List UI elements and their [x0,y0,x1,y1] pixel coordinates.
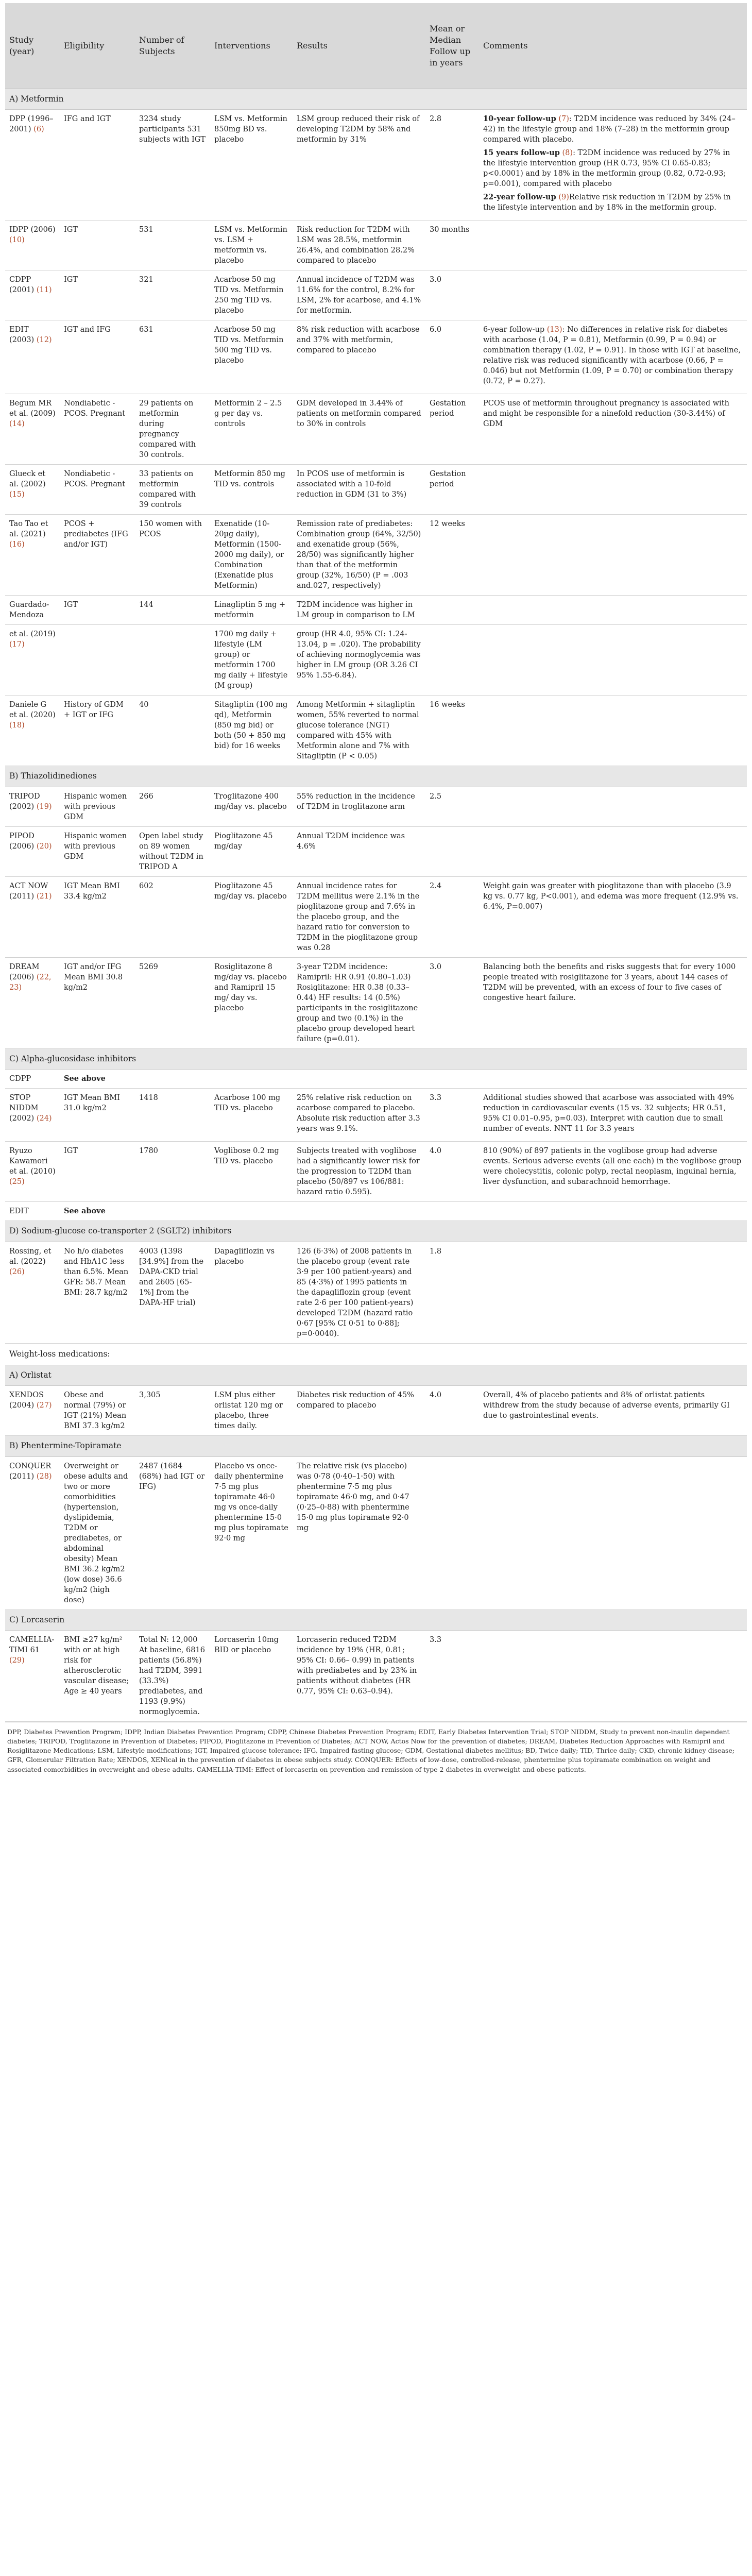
cell-comments [479,1202,747,1221]
cell-interventions: LSM vs. Metformin vs. LSM + metformin vs. placebo [210,221,293,270]
study-name: et al. (2019) [9,630,56,639]
table-row [5,696,747,766]
cell-comments [479,110,747,221]
study-reference: (24) [36,1114,52,1123]
cell-followup: 3.3 [425,1089,479,1142]
cell-comments [479,826,747,876]
cell-study [5,465,60,515]
comment-text: PCOS use of metformin throughout pregnancy is associated with and might be responsible for a ninefold reduction (30-3.44%) of GDM [483,399,729,429]
study-name: Daniele G et al. (2020) [9,701,56,720]
comment-text: Balancing both the benefits and risks suggests that for every 1000 people treated with rosiglitazone for 3 years, about 144 cases of T2DM will be prevented, with an excess of four to five cases of congestive heart failure. [483,962,736,1002]
cell-study [5,1089,60,1142]
study-name: STOP NIDDM (2002) [9,1094,39,1123]
table-row [5,110,747,221]
cell-results: Among Metformin + sitagliptin women, 55% reverted to normal glucose tolerance (NGT) compared with 45% with Metformin alone and 7% with Sitagliptin (P < 0.05) [293,696,425,766]
cell-interventions: Acarbose 50 mg TID vs. Metformin 500 mg TID vs. placebo [210,320,293,394]
study-reference: (19) [36,802,52,811]
cell-eligibility: IFG and IGT [60,110,135,221]
cell-followup: Gestation period [425,394,479,465]
table-row [5,826,747,876]
study-name: CDPP (2001) [9,276,35,295]
study-reference: (20) [36,842,52,851]
cell-study [5,787,60,826]
cell-eligibility [60,625,135,696]
cell-study [5,270,60,320]
cell-eligibility: IGT Mean BMI 31.0 kg/m2 [60,1089,135,1142]
table-row [5,596,747,625]
cell-interventions: 1700 mg daily + lifestyle (LM group) or metformin 1700 mg daily + lifestyle (M group) [210,625,293,696]
cell-interventions: LSM vs. Metformin 850mg BD vs. placebo [210,110,293,221]
cell-results: 55% reduction in the incidence of T2DM in troglitazone arm [293,787,425,826]
study-reference: (29) [9,1656,25,1665]
cell-followup [425,1202,479,1221]
cell-results: T2DM incidence was higher in LM group in comparison to LM [293,596,425,625]
cell-subjects: 1418 [135,1089,210,1142]
study-reference: (6) [33,125,44,134]
comment-reference: (8) [562,149,573,158]
cell-subjects: 2487 (1684 (68%) had IGT or IFG) [135,1456,210,1609]
header-interventions: Interventions [210,3,293,89]
cell-subjects: Total N: 12,000 At baseline, 6816 patients (56.8%) had T2DM, 3991 (33.3%) prediabetes, and 1193 (9.9%) normoglycemia. [135,1631,210,1722]
cell-subjects: 5269 [135,957,210,1048]
cell-comments [479,1386,747,1436]
cell-interventions: Rosiglitazone 8 mg/day vs. placebo and Ramipril 15 mg/ day vs. placebo [210,957,293,1048]
cell-comments [479,465,747,515]
cell-subjects [135,1070,210,1089]
cell-eligibility: IGT and/or IFG Mean BMI 30.8 kg/m2 [60,957,135,1048]
cell-followup [425,826,479,876]
cell-eligibility: IGT [60,270,135,320]
cell-followup [425,1456,479,1609]
cell-comments [479,696,747,766]
cell-study [5,110,60,221]
comment-paragraph [483,1146,743,1187]
cell-study [5,1242,60,1343]
comment-reference: (7) [558,115,569,124]
comment-paragraph [483,962,743,1003]
comment-text: Weight gain was greater with pioglitazone than with placebo (3.9 kg vs. 0.77 kg, P<0.001), and edema was more frequent (12.9% vs. 6.4%, P=0.007) [483,882,739,911]
cell-subjects: 321 [135,270,210,320]
table-row [5,876,747,957]
cell-subjects: 266 [135,787,210,826]
table-row [5,515,747,596]
section-row [5,766,747,787]
cell-results: Subjects treated with voglibose had a significantly lower risk for the progression to T2DM than placebo (50/897 vs 106/881: hazard ratio 0.595). [293,1142,425,1202]
cell-comments [479,1242,747,1343]
cell-comments [479,1142,747,1202]
cell-results [293,1070,425,1089]
comment-reference: (13) [546,326,562,334]
cell-results: group (HR 4.0, 95% CI: 1.24-13.04, p = .020). The probability of achieving normoglycemia was higher in LM group (OR 3.26 CI 95% 1.55-6.84). [293,625,425,696]
cell-eligibility: Hispanic women with previous GDM [60,787,135,826]
cell-study [5,394,60,465]
cell-followup: 12 weeks [425,515,479,596]
cell-followup [425,596,479,625]
trials-table [5,3,747,1722]
cell-comments [479,515,747,596]
cell-results: Annual T2DM incidence was 4.6% [293,826,425,876]
cell-subjects: 3,305 [135,1386,210,1436]
cell-followup: 1.8 [425,1242,479,1343]
cell-followup: 16 weeks [425,696,479,766]
cell-followup [425,625,479,696]
comment-text: 6-year follow-up [483,326,545,334]
cell-study [5,1202,60,1221]
cell-eligibility: Nondiabetic - PCOS. Pregnant [60,465,135,515]
table-row [5,1456,747,1609]
study-reference: (12) [36,336,52,345]
cell-followup: 6.0 [425,320,479,394]
cell-subjects: 150 women with PCOS [135,515,210,596]
cell-interventions [210,1202,293,1221]
table-row [5,270,747,320]
cell-subjects: 4003 (1398 [34.9%] from the DAPA-CKD trial and 2605 [65-1%] from the DAPA-HF trial) [135,1242,210,1343]
comment-heading: 15 years follow-up [483,148,560,158]
header-comments: Comments [479,3,747,89]
cell-comments [479,625,747,696]
cell-results: The relative risk (vs placebo) was 0·78 (0·40–1·50) with phentermine 7·5 mg plus topiramate 46·0 mg, and 0·47 (0·25–0·88) with phentermine 15·0 mg plus topiramate 92·0 mg [293,1456,425,1609]
study-reference: (18) [9,721,25,730]
comment-paragraph [483,1093,743,1134]
cell-subjects: 1780 [135,1142,210,1202]
table-row [5,1089,747,1142]
cell-eligibility: IGT and IFG [60,320,135,394]
cell-results: Lorcaserin reduced T2DM incidence by 19% (HR, 0.81; 95% CI: 0.66– 0.99) in patients with prediabetes and by 23% in patients without diabetes (HR 0.77, 95% CI: 0.63–0.94). [293,1631,425,1722]
cell-study [5,596,60,625]
cell-comments [479,1070,747,1089]
comment-paragraph [483,192,743,213]
comment-paragraph [483,114,743,145]
study-name: Ryuzo Kawamori et al. (2010) [9,1147,56,1176]
table-footnote: DPP, Diabetes Prevention Program; IDPP, Indian Diabetes Prevention Program; CDPP, Chinese Diabetes Prevention Program; EDIT, Early Diabetes Intervention Trial; STOP NIDDM, Study to prevent non-insulin dependent diabetes; TRIPOD, Troglitazone in Prevention of Diabetes; PIPOD, Pioglitazone in Prevention of Diabetes; ACT NOW, Actos Now for the prevention of diabetes; DREAM, Diabetes Reduction Approaches with Ramipril and Rosiglitazone Medications; LSM, Lifestyle modifications; IGT, Impaired glucose tolerance; IFG, Impaired fasting glucose; GDM, Gestational diabetes mellitus; BD, Twice daily; TID, Thrice daily; CKD, chronic kidney disease; GFR, Glomerular Filtration Rate; XENDOS, XENical in the prevention of diabetes in obese subjects study. CONQUER: Effects of low-dose, controlled-release, phentermine plus topiramate combination on weight and associated comorbidities in overweight and obese adults. CAMELLIA-TIMI: Effect of lorcaserin on prevention and remission of type 2 diabetes in overweight and obese patients. [5,1722,747,1774]
cell-eligibility: Nondiabetic - PCOS. Pregnant [60,394,135,465]
cell-comments [479,596,747,625]
comment-text: 810 (90%) of 897 patients in the voglibose group had adverse events. Serious adverse events (all one each) in the voglibose group were cholecystitis, colonic polyp, rectal neoplasm, inguinal hernia, liver dysfunction, and subarachnoid hemorrhage. [483,1147,742,1187]
comment-text: : T2DM incidence was reduced by 27% in the lifestyle intervention group (HR 0.73, 95% CI 0.65-0.83; p<0.0001) and by 18% in the metformin group (0.82, 0.72-0.93; p=0.001), compared with placebo [483,149,730,189]
comment-heading: 22-year follow-up [483,193,556,202]
cell-study [5,876,60,957]
cell-interventions: Metformin 2 – 2.5 g per day vs. controls [210,394,293,465]
study-name: Guardado-Mendoza [9,601,49,620]
study-name: CDPP [9,1075,31,1083]
section-label: C) Alpha-glucosidase inhibitors [5,1048,747,1069]
table-row [5,787,747,826]
cell-comments [479,957,747,1048]
cell-interventions: Acarbose 50 mg TID vs. Metformin 250 mg TID vs. placebo [210,270,293,320]
cell-comments [479,221,747,270]
table-row [5,1242,747,1343]
cell-followup [425,1070,479,1089]
study-reference: (10) [9,236,25,245]
study-name: XENDOS (2004) [9,1391,44,1410]
section-label: B) Thiazolidinediones [5,766,747,787]
cell-results: In PCOS use of metformin is associated with a 10-fold reduction in GDM (31 to 3%) [293,465,425,515]
cell-interventions: Dapagliflozin vs placebo [210,1242,293,1343]
cell-eligibility: Obese and normal (79%) or IGT (21%) Mean BMI 37.3 kg/m2 [60,1386,135,1436]
table-row [5,1202,747,1221]
cell-interventions: Pioglitazone 45 mg/day vs. placebo [210,876,293,957]
cell-followup: 3.0 [425,957,479,1048]
cell-eligibility: See above [60,1070,135,1089]
cell-results: 126 (6·3%) of 2008 patients in the placebo group (event rate 3·9 per 100 patient-years) and 85 (4·3%) of 1995 patients in the dapagliflozin group (event rate 2·6 per 100 patient-years) developed T2DM (hazard ratio 0·67 [95% CI 0·51 to 0·88]; p=0·0040). [293,1242,425,1343]
cell-followup: 4.0 [425,1142,479,1202]
cell-subjects: 29 patients on metformin during pregnancy compared with 30 controls. [135,394,210,465]
cell-subjects: Open label study on 89 women without T2DM in TRIPOD A [135,826,210,876]
cell-followup: Gestation period [425,465,479,515]
cell-followup: 30 months [425,221,479,270]
section-label: Weight-loss medications: [5,1343,747,1365]
study-reference: (27) [36,1401,52,1410]
cell-eligibility: History of GDM + IGT or IFG [60,696,135,766]
comment-paragraph [483,398,743,429]
cell-eligibility: No h/o diabetes and HbA1C less than 6.5%. Mean GFR: 58.7 Mean BMI: 28.7 kg/m2 [60,1242,135,1343]
comment-reference: (9) [558,193,569,202]
comment-text: : T2DM incidence was reduced by 34% (24–42) in the lifestyle group and 18% (7–28) in the metformin group compared with placebo. [483,115,736,144]
table-header-row [5,3,747,89]
table-row [5,1142,747,1202]
cell-study [5,957,60,1048]
section-row [5,89,747,110]
table-row [5,465,747,515]
cell-interventions: Troglitazone 400 mg/day vs. placebo [210,787,293,826]
cell-study [5,1456,60,1609]
cell-results: 8% risk reduction with acarbose and 37% with metformin, compared to placebo [293,320,425,394]
comment-paragraph [483,148,743,189]
cell-study [5,1631,60,1722]
cell-subjects [135,625,210,696]
study-name: Rossing, et al. (2022) [9,1247,52,1266]
cell-eligibility: IGT [60,596,135,625]
cell-eligibility: Hispanic women with previous GDM [60,826,135,876]
study-name: Begum MR et al. (2009) [9,399,56,418]
comment-paragraph [483,1390,743,1421]
cell-interventions: Placebo vs once-daily phentermine 7·5 mg plus topiramate 46·0 mg vs once-daily phentermine 15·0 mg plus topiramate 92·0 mg [210,1456,293,1609]
cell-study [5,221,60,270]
cell-comments [479,270,747,320]
study-name: EDIT [9,1207,29,1216]
comment-text: Overall, 4% of placebo patients and 8% of orlistat patients withdrew from the study because of adverse events, primarily GI due to gastrointestinal events. [483,1391,730,1420]
cell-study [5,1386,60,1436]
study-name: Glueck et al. (2002) [9,470,46,489]
section-label: B) Phentermine-Topiramate [5,1436,747,1456]
study-name: IDPP (2006) [9,226,56,234]
cell-followup: 3.0 [425,270,479,320]
cell-study [5,515,60,596]
table-row [5,1070,747,1089]
cell-eligibility: PCOS + prediabetes (IFG and/or IGT) [60,515,135,596]
comment-heading: 10-year follow-up [483,114,556,124]
section-label: A) Metformin [5,89,747,110]
table-row [5,394,747,465]
cell-results: Diabetes risk reduction of 45% compared to placebo [293,1386,425,1436]
study-name: DREAM (2006) [9,962,40,981]
cell-interventions: Acarbose 100 mg TID vs. placebo [210,1089,293,1142]
header-eligibility: Eligibility [60,3,135,89]
cell-interventions: Pioglitazone 45 mg/day [210,826,293,876]
section-label: D) Sodium-glucose co-transporter 2 (SGLT2) inhibitors [5,1221,747,1242]
cell-subjects: 3234 study participants 531 subjects with IGT [135,110,210,221]
table-row [5,1631,747,1722]
cell-study [5,696,60,766]
cell-eligibility: BMI ≥27 kg/m² with or at high risk for atherosclerotic vascular disease; Age ≥ 40 years [60,1631,135,1722]
cell-comments [479,876,747,957]
section-label: A) Orlistat [5,1365,747,1385]
cell-followup: 2.8 [425,110,479,221]
cell-comments [479,1456,747,1609]
subheading-row [5,1343,747,1365]
section-row [5,1609,747,1630]
cell-results: 25% relative risk reduction on acarbose compared to placebo. Absolute risk reduction after 3.3 years was 9.1%. [293,1089,425,1142]
comment-text: Relative risk reduction in T2DM by 25% in the lifestyle intervention and by 18% in the metformin group. [483,193,731,212]
cell-results: Annual incidence of T2DM was 11.6% for the control, 8.2% for LSM, 2% for acarbose, and 4.1% for metformin. [293,270,425,320]
cell-study [5,320,60,394]
cell-comments [479,394,747,465]
cell-subjects: 531 [135,221,210,270]
cell-eligibility: Overweight or obese adults and two or more comorbidities (hypertension, dyslipidemia, T2DM or prediabetes, or abdominal obesity) Mean BMI 36.2 kg/m2 (low dose) 36.6 kg/m2 (high dose) [60,1456,135,1609]
study-reference: (17) [9,640,25,649]
study-reference: (22, 23) [9,973,52,992]
study-reference: (28) [36,1472,52,1481]
cell-interventions: Lorcaserin 10mg BID or placebo [210,1631,293,1722]
table-row [5,1386,747,1436]
study-reference: (26) [9,1267,25,1276]
header-followup: Mean or Median Follow up in years [425,3,479,89]
study-name: Tao Tao et al. (2021) [9,520,48,539]
study-reference: (25) [9,1178,25,1187]
cell-interventions: LSM plus either orlistat 120 mg or placebo, three times daily. [210,1386,293,1436]
section-row [5,1365,747,1385]
cell-eligibility: IGT [60,221,135,270]
cell-study [5,625,60,696]
header-results: Results [293,3,425,89]
study-reference: (11) [36,286,52,295]
comment-text: Additional studies showed that acarbose was associated with 49% reduction in cardiovascular events (15 vs. 32 subjects; HR 0.51, 95% CI 0.01–0.95, p=0.03). Interpret with caution due to small number of events. NNT 11 for 3.3 years [483,1094,734,1133]
study-name: PIPOD (2006) [9,832,35,851]
study-name: TRIPOD (2002) [9,792,40,811]
table-body [5,89,747,1722]
table-row [5,625,747,696]
cell-subjects: 631 [135,320,210,394]
study-reference: (15) [9,490,25,499]
cell-interventions [210,1070,293,1089]
cell-interventions: Linagliptin 5 mg + metformin [210,596,293,625]
cell-followup: 4.0 [425,1386,479,1436]
cell-followup: 3.3 [425,1631,479,1722]
cell-comments [479,787,747,826]
cell-comments [479,1089,747,1142]
comment-paragraph [483,325,743,386]
cell-study [5,1070,60,1089]
header-study: Study (year) [5,3,60,89]
cell-study [5,1142,60,1202]
study-reference: (21) [36,892,52,901]
cell-interventions: Metformin 850 mg TID vs. controls [210,465,293,515]
cell-interventions: Exenatide (10-20µg daily), Metformin (1500-2000 mg daily), or Combination (Exenatide plus Metformin) [210,515,293,596]
cell-results: LSM group reduced their risk of developing T2DM by 58% and metformin by 31% [293,110,425,221]
cell-followup: 2.5 [425,787,479,826]
cell-subjects: 144 [135,596,210,625]
section-row [5,1221,747,1242]
cell-results [293,1202,425,1221]
cell-eligibility: IGT [60,1142,135,1202]
cell-comments [479,320,747,394]
cell-subjects [135,1202,210,1221]
study-reference: (16) [9,540,25,549]
table-row [5,320,747,394]
cell-eligibility: See above [60,1202,135,1221]
cell-results: 3-year T2DM incidence: Ramipril: HR 0.91 (0.80–1.03) Rosiglitazone: HR 0.38 (0.33–0.44) HF results: 14 (0.5%) participants in the rosiglitazone group and two (0.1%) in the placebo group developed heart failure (p=0.01). [293,957,425,1048]
study-name: ACT NOW (2011) [9,882,48,901]
cell-results: Annual incidence rates for T2DM mellitus were 2.1% in the pioglitazone group and 7.6% in the placebo group, and the hazard ratio for conversion to T2DM in the pioglitazone group was 0.28 [293,876,425,957]
section-row [5,1048,747,1069]
cell-interventions: Voglibose 0.2 mg TID vs. placebo [210,1142,293,1202]
header-subjects: Number of Subjects [135,3,210,89]
cell-study [5,826,60,876]
cell-results: GDM developed in 3.44% of patients on metformin compared to 30% in controls [293,394,425,465]
cell-followup: 2.4 [425,876,479,957]
section-label: C) Lorcaserin [5,1609,747,1630]
comment-paragraph [483,881,743,912]
section-row [5,1436,747,1456]
cell-eligibility: IGT Mean BMI 33.4 kg/m2 [60,876,135,957]
cell-comments [479,1631,747,1722]
study-name: EDIT (2003) [9,326,35,345]
study-name: CAMELLIA-TIMI 61 [9,1636,55,1654]
cell-subjects: 33 patients on metformin compared with 39 controls [135,465,210,515]
study-name: DPP (1996–2001) [9,115,54,134]
cell-interventions: Sitagliptin (100 mg qd), Metformin (850 mg bid) or both (50 + 850 mg bid) for 16 weeks [210,696,293,766]
document-page [5,3,747,1774]
cell-subjects: 40 [135,696,210,766]
study-reference: (14) [9,420,25,429]
cell-subjects: 602 [135,876,210,957]
study-name: CONQUER (2011) [9,1462,52,1481]
table-row [5,957,747,1048]
table-row [5,221,747,270]
cell-results: Risk reduction for T2DM with LSM was 28.5%, metformin 26.4%, and combination 28.2% compared to placebo [293,221,425,270]
cell-results: Remission rate of prediabetes: Combination group (64%, 32/50) and exenatide group (56%, 28/50) was significantly higher than that of the metformin group (32%, 16/50) (P = .003 and.027, respectively) [293,515,425,596]
comment-text: : No differences in relative risk for diabetes with acarbose (1.04, P = 0.81), Metformin (0.99, P = 0.94) or combination therapy (1.02, P = 0.91). In those with IGT at baseline, relative risk was reduced significantly with acarbose (0.66, P = 0.046) but not Metformin (1.09, P = 0.70) or combination therapy (0.72, P = 0.27). [483,326,741,386]
